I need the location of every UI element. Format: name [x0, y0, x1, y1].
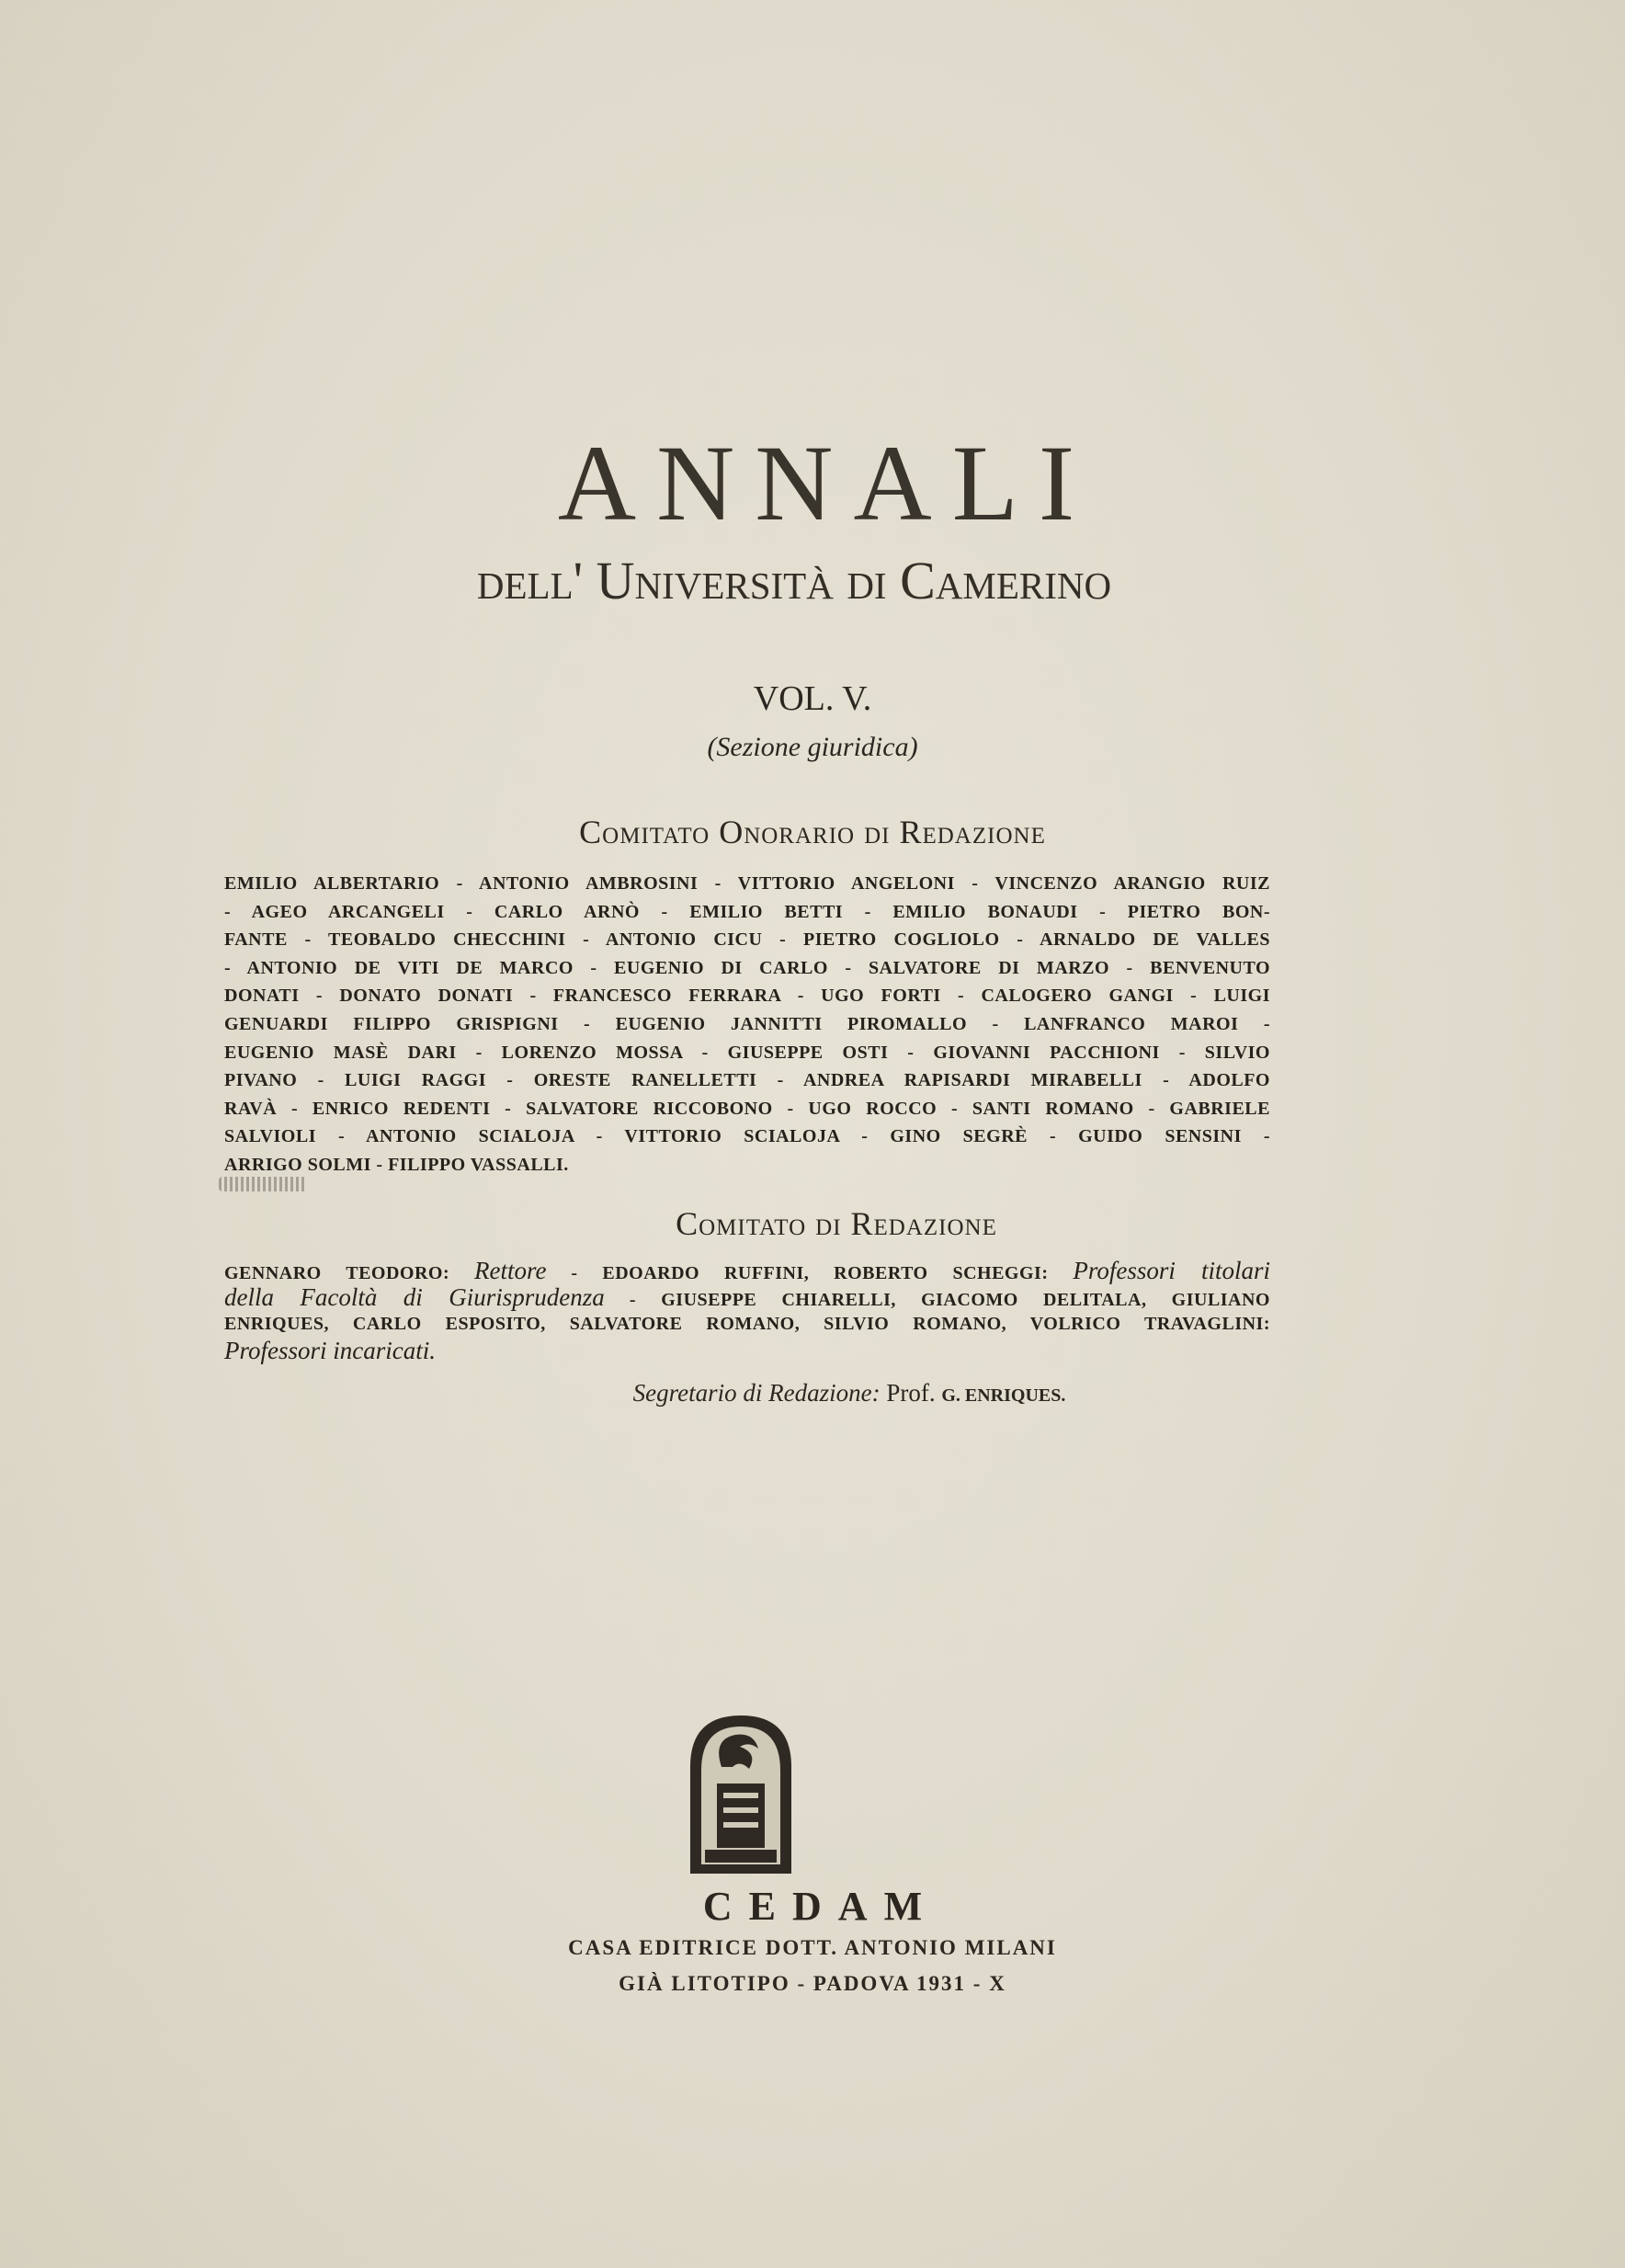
committee-member-line: ARRIGO SOLMI - FILIPPO VASSALLI.: [224, 1154, 569, 1175]
committee-member-line: - AGEO ARCANGELI - CARLO ARNÒ - EMILIO BETTI - EMILIO BONAUDI - PIETRO BON-: [224, 901, 1270, 922]
appointed-professors-cont: ENRIQUES, CARLO ESPOSITO, SALVATORE ROMANO, SILVIO ROMANO, VOLRICO TRAVAGLINI:: [224, 1314, 1270, 1334]
appointed-professors: - GIUSEPPE CHIARELLI, GIACOMO DELITALA, GIULIANO: [604, 1290, 1270, 1310]
committee-member-line: EUGENIO MASÈ DARI - LORENZO MOSSA - GIUSEPPE OSTI - GIOVANNI PACCHIONI - SILVIO: [224, 1042, 1270, 1063]
honorary-committee-heading: Comitato Onorario di Redazione: [579, 814, 1046, 850]
publisher-line-1: CASA EDITRICE DOTT. ANTONIO MILANI: [568, 1936, 1057, 1959]
secretary-prof: Prof.: [880, 1379, 942, 1407]
volume-number: VOL. V.: [753, 679, 872, 718]
rector-name: GENNARO TEODORO:: [224, 1263, 474, 1283]
committee-member-line: PIVANO - LUIGI RAGGI - ORESTE RANELLETTI - ANDREA RAPISARDI MIRABELLI - ADOLFO: [224, 1070, 1270, 1091]
committee-member-line: EMILIO ALBERTARIO - ANTONIO AMBROSINI - VITTORIO ANGELONI - VINCENZO ARANGIO RUIZ: [224, 873, 1270, 894]
secretary-line: [37, 1379, 1625, 1408]
editorial-committee-list: [224, 1258, 1270, 1364]
secretary-label: Segretario di Redazione:: [632, 1379, 881, 1407]
publisher-logo-icon: [685, 1712, 797, 1875]
secretary-name: G. ENRIQUES.: [941, 1385, 1066, 1406]
editorial-committee-heading: Comitato di Redazione: [676, 1205, 997, 1242]
titular-professors: - EDOARDO RUFFINI, ROBERTO SCHEGGI:: [546, 1263, 1074, 1283]
faculty-label: della Facoltà di Giurisprudenza: [224, 1284, 605, 1311]
committee-member-line: - ANTONIO DE VITI DE MARCO - EUGENIO DI CARLO - SALVATORE DI MARZO - BENVENUTO: [224, 957, 1270, 978]
honorary-committee-list: [224, 870, 1270, 1180]
journal-subtitle: dell' Università di Camerino: [476, 551, 1112, 610]
committee-member-line: RAVÀ - ENRICO REDENTI - SALVATORE RICCOBONO - UGO ROCCO - SANTI ROMANO - GABRIELE: [224, 1098, 1270, 1119]
committee-member-line: GENUARDI FILIPPO GRISPIGNI - EUGENIO JANNITTI PIROMALLO - LANFRANCO MAROI -: [224, 1013, 1270, 1034]
committee-member-line: FANTE - TEOBALDO CHECCHINI - ANTONIO CICU - PIETRO COGLIOLO - ARNALDO DE VALLES: [224, 929, 1270, 951]
publisher-name: CEDAM: [702, 1884, 939, 1929]
ink-smudge: [219, 1177, 306, 1191]
titular-label: Professori titolari: [1073, 1258, 1270, 1284]
committee-member-line: SALVIOLI - ANTONIO SCIALOJA - VITTORIO SCIALOJA - GINO SEGRÈ - GUIDO SENSINI -: [224, 1126, 1270, 1147]
appointed-label: Professori incaricati.: [224, 1338, 436, 1364]
journal-title: ANNALI: [557, 423, 1096, 543]
committee-member-line: DONATI - DONATO DONATI - FRANCESCO FERRARA - UGO FORTI - CALOGERO GANGI - LUIGI: [224, 986, 1270, 1007]
publisher-line-2: GIÀ LITOTIPO - PADOVA 1931 - X: [619, 1972, 1006, 1995]
section-name: (Sezione giuridica): [707, 732, 918, 762]
rector-title: Rettore: [474, 1258, 547, 1284]
